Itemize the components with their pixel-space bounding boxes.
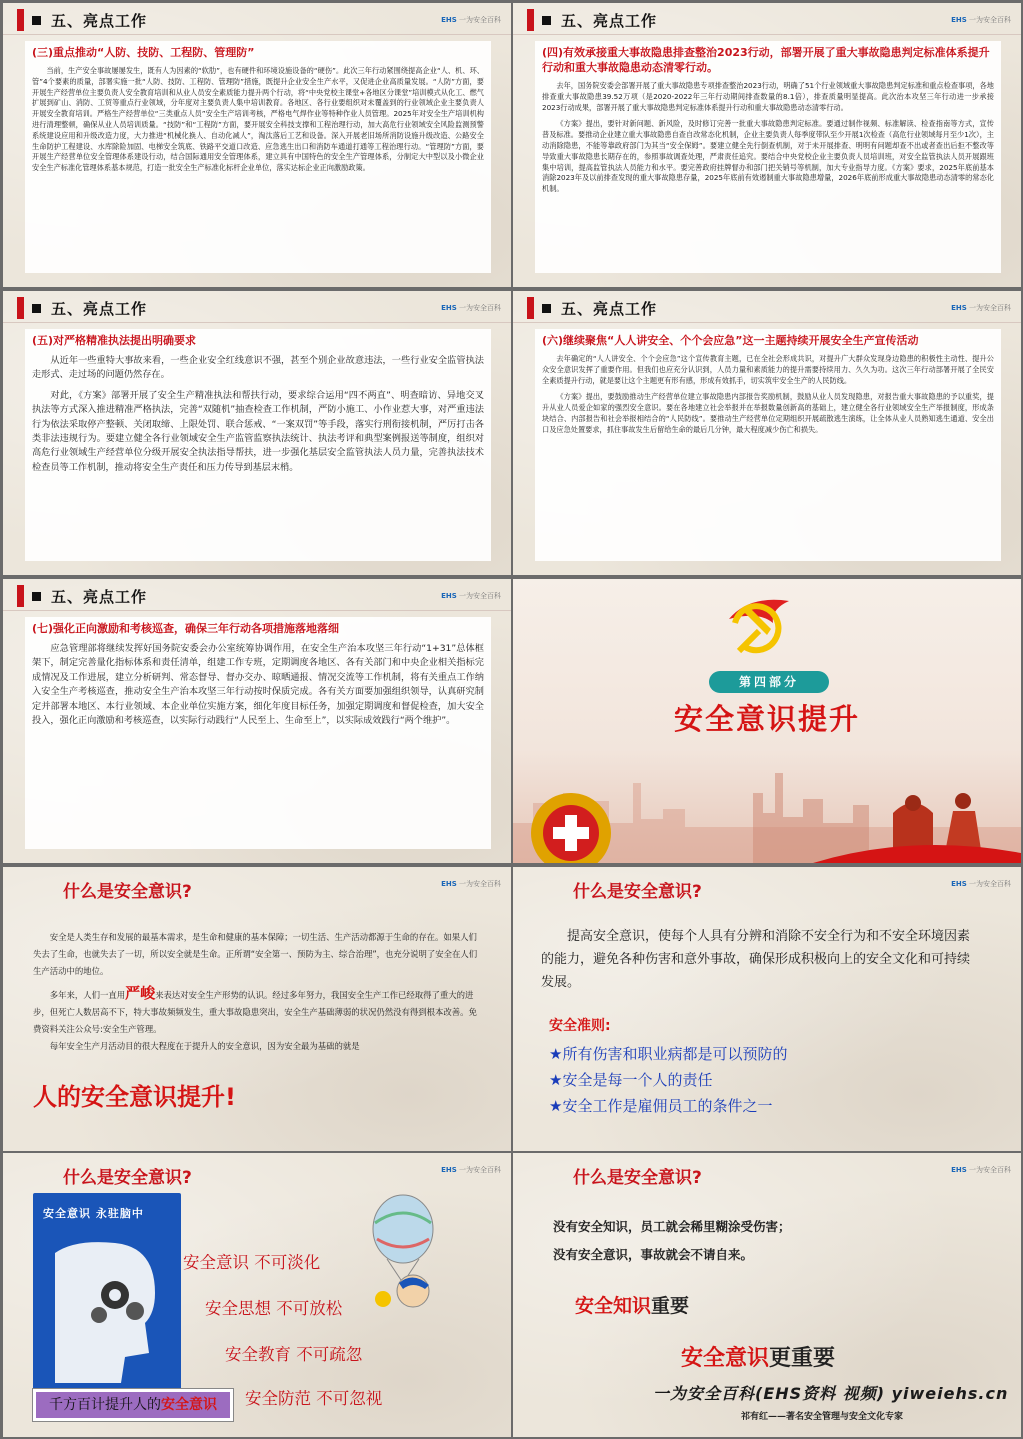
party-emblem-icon: [719, 589, 803, 673]
content-panel: [25, 617, 491, 849]
poster-title: 安全意识 永驻脑中: [43, 1207, 144, 1220]
section-header: [527, 297, 657, 319]
slide-8: [513, 867, 1021, 1151]
brand-logo: EHS 一为安全百科: [441, 592, 501, 600]
brand-logo: EHS 一为安全百科: [441, 16, 501, 24]
rules-title: 安全准则:: [549, 1018, 611, 1034]
slide-7: [3, 867, 511, 1151]
balloon-cartoon-icon: [363, 1193, 449, 1313]
section-header: [17, 9, 147, 31]
slogan-line-2: 安全思想 不可放松: [205, 1299, 343, 1318]
conclusion-text: 人的安全意识提升!: [33, 1083, 236, 1111]
section-title-large: 安全意识提升: [673, 702, 860, 736]
brand-logo: EHS 一为安全百科: [441, 304, 501, 312]
slide-subtitle: (五)对严格精准执法提出明确要求: [32, 334, 197, 347]
header-red-tab: [17, 9, 24, 31]
body-paragraph-3: 每年安全生产月活动目的很大程度在于提升人的安全意识，因为安全最为基础的就是: [49, 1040, 360, 1051]
body-text-span: 多年来，人们一直用: [49, 990, 126, 1001]
body-paragraph: 当前，生产安全事故屡屡发生，既有人为因素的“软肋”，也有硬件和环境设施设备的“硬伤”。此次三年行动紧围绕提高企业“人、机、环、管”4个要素的质量，部署实施一批“人防、技防、工程防、管理防”措施，既提升企业安全生产水平，又促进企业高质量发展。“人防”方面，要开展生产经营单位主要负责人安全教育培训和从业人员安全素质能力提升两个行动，将“中央党校主课堂+各地区分课堂”培训模式从化工、燃气扩展到矿山、消防、工贸等重点行业领域，分年度对主要负责人集中培训教育。各地区、各行业要组织对未覆盖到的行业领域企业主要负责人开展安全教育培训。严格生产经营单位“三类重点人员”安全生产培训考核，严格电气焊作业等特种作业人员管理。2025年对安全生产培训机构进行清理整顿，确保从业人员培训质量。“技防”和“工程防”方面，要开展安全科技支撑和工程治理行动，加大高危行业领域安全风险监测预警系统建设应用和升级改造力度，大力推进“机械化换人、自动化减人”，淘汰落后工艺和设备。深入开展老旧场所消防设施升级改造、公路安全生命防护工程建设、水库除险加固、电梯安全筑底、铁路平交道口改造、应急逃生出口和消防车通道打通等工程治理行动。“管理防”方面，要开展生产经营单位安全管理体系建设行动，结合国际通用安全管理体系，建立具有中国特色的安全生产管理体系，分制定大中型以及小微企业安全生产标准化管理体系基本规范，打造一批安全生产标准化标杆企业单位，落实达标企业正向激励政策。: [32, 66, 484, 173]
safety-emblem-skyline-art: [513, 753, 1021, 863]
content-panel: [25, 41, 491, 273]
body-paragraph-2: [33, 985, 481, 1037]
header-red-tab: [527, 9, 534, 31]
bullet-square-icon: [32, 16, 41, 25]
section-title: 五、亮点工作: [561, 11, 658, 30]
keyword-severe: 严峻: [125, 984, 156, 1003]
rule-item: ★所有伤害和职业病都是可以预防的: [549, 1045, 788, 1063]
slogan-line-4: 安全防范 不可忽视: [245, 1389, 383, 1408]
bullet-square-icon: [32, 592, 41, 601]
section-header: [527, 9, 657, 31]
body-paragraph-2: 《方案》提出，要鼓励推动生产经营单位建立事故隐患内部报告奖励机制，鼓励从业人员发现隐患，对报告重大事故隐患的予以重奖，提升从业人员爱企如家的强烈安全意识。要在各地建立社会举报并在举报数量创新高的基础上，建立健全各行业领域安全生产举报制度，形成条块结合、内部报告和社会举报相结合的“人民防线”。要推动生产经营单位定期组织开展疏散逃生演练，让全体从业人员熟知逃生通道、安全出口及应急处置要求，抓住事故发生后留给生命的最后几分钟，最大程度减少伤亡和损失。: [542, 392, 994, 434]
body-paragraph: 提高安全意识，使每个人具有分辨和消除不安全行为和不安全环境因素的能力，避免各种伤害和意外事故，确保形成积极向上的安全文化和可持续发展。: [541, 929, 971, 990]
statement-line-1: 没有安全知识，员工就会稀里糊涂受伤害；: [553, 1219, 791, 1234]
slide-subtitle: (七)强化正向激励和考核巡查，确保三年行动各项措施落地落细: [32, 622, 340, 635]
section-title: 五、亮点工作: [51, 299, 148, 318]
content-panel: [535, 41, 1001, 273]
bullet-square-icon: [542, 16, 551, 25]
content-panel: [25, 329, 491, 561]
slide-3: [3, 291, 511, 575]
brand-logo: EHS 一为安全百科: [951, 1166, 1011, 1174]
rule-item: ★安全是每一个人的责任: [549, 1071, 713, 1089]
author-credit: 祁有红——著名安全管理与安全文化专家: [741, 1412, 904, 1422]
body-text-span: 来表达对安全生产形势的认识。经过多年努力，我国安全生产工作已经取得了重大的进步，但死亡人数居高不下，特大事故频频发生，重大事故隐患突出，安全生产基础薄弱的状况仍然没有得到根本改善。免费资料关注公众号:安全生产管理。: [33, 990, 477, 1034]
body-paragraph-1: 从近年一些重特大事故来看，一些企业安全红线意识不强，甚至个别企业故意违法，一些行业安全监管执法走形式、走过场的问题仍然存在。: [32, 355, 484, 381]
safety-poster: [33, 1193, 181, 1399]
body-paragraph-1: 去年确定的“人人讲安全、个个会应急”这个宣传教育主题，已在全社会形成共识，对提升广大群众发现身边隐患的积极性主动性、提升公众安全意识发挥了重要作用。但我们也应充分认识到，人员力量和素质能力的提升需要持续用力、久久为功。这次三年行动部署开展了全民安全素质提升行动，就是要让这个主题更有形有感，形成有效抓手，切实筑牢安全生产的人民防线。: [542, 354, 994, 385]
slide-10: [513, 1153, 1021, 1437]
section-header: [17, 585, 147, 607]
content-panel: [535, 329, 1001, 561]
slide-title: 什么是安全意识?: [63, 882, 192, 902]
slogan-banner: 千方百计提升人的安全意识: [33, 1389, 233, 1421]
slogan-line-1: 安全意识 不可淡化: [183, 1253, 321, 1272]
rule-item: ★安全工作是雇佣员工的条件之一: [549, 1097, 773, 1115]
body-paragraph-2: 对此，《方案》部署开展了安全生产精准执法和帮扶行动，要求综合运用“四不两直”、明查暗访、异地交叉执法等方式深入推进精准严格执法，完善“双随机”抽查检查工作机制，严防小施工、小作业惹大事，对严重违法行为依法采取停产整顿、关闭取缔、上限处罚、联合惩戒、“一案双罚”等手段，落实行刑衔接机制，严厉打击各类非法违规行为。要建立健全各行业领域安全生产监管监察执法统计、执法考评和典型案例报送等制度，组织对高危行业领域生产经营单位分级开展安全执法指导帮扶，进一步强化基层安全监管执法人员力量，完善执法技术检查员等工作机制，推动将安全生产责任和压力传导到基层末梢。: [32, 389, 484, 473]
brand-logo: EHS 一为安全百科: [951, 880, 1011, 888]
slide-subtitle: (六)继续聚焦“人人讲安全、个个会应急”这一主题持续开展安全生产宣传活动: [542, 334, 919, 347]
brand-logo: EHS 一为安全百科: [951, 304, 1011, 312]
section-title: 五、亮点工作: [51, 11, 148, 30]
header-red-tab: [17, 297, 24, 319]
header-red-tab: [527, 297, 534, 319]
section-title: 五、亮点工作: [561, 299, 658, 318]
slide-title: 什么是安全意识?: [63, 1168, 192, 1188]
header-divider: [513, 34, 1021, 35]
slide-subtitle: (三)重点推动“人防、技防、工程防、管理防”: [32, 46, 255, 59]
header-divider: [3, 322, 511, 323]
bullet-square-icon: [542, 304, 551, 313]
slide-subtitle: (四)有效承接重大事故隐患排查整治2023行动，部署开展了重大事故隐患判定标准体系提升行动和重大事故隐患动态清零行动。: [542, 46, 990, 74]
section-header: [17, 297, 147, 319]
slide-2: [513, 3, 1021, 287]
header-red-tab: [17, 585, 24, 607]
slide-1: [3, 3, 511, 287]
bullet-square-icon: [32, 304, 41, 313]
key-phrase-awareness: 安全意识更重要: [681, 1346, 836, 1371]
section-title: 五、亮点工作: [51, 587, 148, 606]
header-divider: [3, 34, 511, 35]
body-paragraph-1: 安全是人类生存和发展的最基本需求，是生命和健康的基本保障；一切生活、生产活动都源于生命的存在。如果人们失去了生命，也就失去了一切，所以安全就是生命。正所谓“安全第一、预防为主、综合治理”，也充分说明了安全在人们生产活动中的地位。: [33, 932, 478, 976]
body-paragraph-2: 《方案》提出，要针对新问题、新风险，及时修订完善一批重大事故隐患判定标准。要通过制作视频、标准解读、检查指南等方式，宣传普及标准。要推动企业建立重大事故隐患自查自改常态化机制，企业主要负责人每季度带队至少开展1次检查（高危行业领域每月至少1次），主动消除隐患，不能等靠政府部门为其当“安全保姆”。要建立健全先行倒查机制，对于未开展排查、明明有问题却查不出或者查出后拒不整改等导致重大事故隐患长期存在的，参照事故调查处理，严肃责任追究。要结合中央党校企业主要负责人员培训班，对安全监管执法人员开展跟班集中培训，提高监管执法人员能力和水平。要完善政府挂牌督办和部门把关销号等机制，加大专业指导力度。《方案》要求，2025年底前基本消除2023年及以前排查发现的重大事故隐患存量，2025年底前有效遏制重大事故隐患增量，2026年底前形成重大事故隐患动态清零的常态化机制。: [542, 119, 994, 194]
body-paragraph: 应急管理部将继续发挥好国务院安委会办公室统筹协调作用，在安全生产治本攻坚三年行动“1+31”总体框架下，制定完善量化指标体系和责任清单，组建工作专班，定期调度各地区、各有关部门和中央企业相关指标完成情况及工作进展，建立分析研判、常态督导、督办交办、晾晒通报、情况交流等工作机制，将有关重点工作纳入安全生产考核巡查，推动安全生产治本攻坚三年行动按时保质完成。各有关方面要加强组织领导，认真研究制定并部署本地区、本行业领域、本企业单位实施方案，细化年度目标任务，加强定期调度和督促检查，加大安全投入，强化正向激励和考核巡查，以实际行动践行“人民至上、生命至上”，以实际成效践行“两个维护”。: [32, 643, 484, 727]
body-text: [33, 929, 481, 1055]
slide-title: 什么是安全意识?: [573, 1168, 702, 1188]
head-gears-icon: [55, 1233, 159, 1383]
header-divider: [3, 610, 511, 611]
slide-9: [3, 1153, 511, 1437]
brand-logo: EHS 一为安全百科: [441, 1166, 501, 1174]
body-paragraph-1: 去年，国务院安委会部署开展了重大事故隐患专项排查整治2023行动，明确了51个行业领域重大事故隐患判定标准和重点检查事项，各地排查重大事故隐患39.52万项（是2020-2022年三年行动期间排查数量的8.1倍），排查质量明显提高。此次治本攻坚三年行动进一步承接2023行动成果，部署开展了重大事故隐患判定标准体系提升行动和重大事故隐患动态清零行动。: [542, 81, 994, 112]
slogan-line-3: 安全教育 不可疏忽: [225, 1345, 363, 1364]
slide-4: [513, 291, 1021, 575]
part-label-badge: 第四部分: [709, 671, 829, 693]
header-divider: [513, 322, 1021, 323]
statement-line-2: 没有安全意识，事故就会不请自来。: [553, 1247, 754, 1262]
brand-signature: 一为安全百科(EHS资料 视频) yiweiehs.cn: [653, 1384, 1009, 1403]
brand-logo: EHS 一为安全百科: [441, 880, 501, 888]
brand-logo: EHS 一为安全百科: [951, 16, 1011, 24]
slide-6-section-cover: [513, 579, 1021, 863]
slide-title: 什么是安全意识?: [573, 882, 702, 902]
slide-5: [3, 579, 511, 863]
key-phrase-knowledge: 安全知识重要: [575, 1295, 690, 1317]
